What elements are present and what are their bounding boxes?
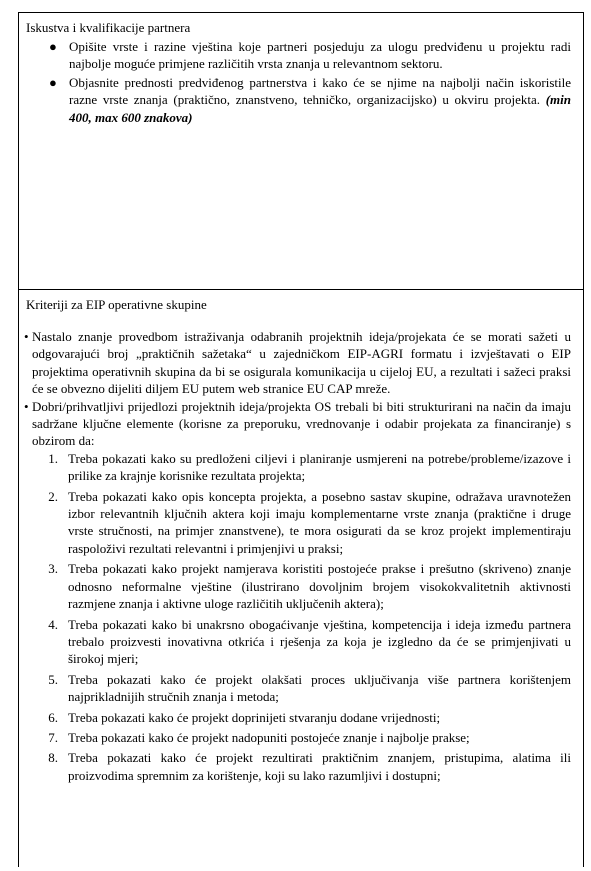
numbered-item [32,560,571,612]
list-item-text: Objasnite prednosti predviđenog partnerstva i kako će se njime na najbolji način iskoristile razne vrste znanja (praktično, znanstveno, tehničko, organizacijsko) u okviru projekta. [69,74,571,108]
item-text: Treba pokazati kako će projekt olakšati proces uključivanja više partnera korištenjem najprikladnijih stručnih znanja i metoda; [68,671,571,705]
numbered-list [32,450,571,784]
list-item-text: Nastalo znanje provedbom istraživanja odabranih projektnih ideja/projekata će se morati sažeti u odgovarajući broj „praktičnih sažetaka“ u zajedničkom EIP-AGRI formatu i izvještavati o EIP projektima operativnih skupina da bi se osigurala komunikacija u cijeloj EU, a rezultati i sažeci praksi će se obvezno dijeliti diljem EU putem web stranice EU CAP mreže. [32,329,571,397]
item-text: Treba pokazati kako bi unakrsno obogaćivanje vještina, kompetencija i ideja između partnera trebalo proizvesti inovativna otkrića i rješenja za koja je izgledno da će se primjenjivati u širokoj mjeri; [68,616,571,667]
item-number: 1. [48,450,58,466]
item-text: Treba pokazati kako su predloženi ciljevi i planiranje usmjereni na potrebe/probleme/izazove i prilike za krajnje korisnike rezultata projekta; [68,450,571,484]
numbered-item [32,450,571,485]
character-limit-note: (min 400, max 600 znakova) [69,92,571,125]
numbered-item [32,488,571,558]
list-item [24,328,571,398]
numbered-item [32,671,571,706]
item-text: Treba pokazati kako opis koncepta projekta, a posebno sastav skupine, odražava uravnotežen izbor relevantnih ključnih aktera koji imaju komplementarne vrste znanja (praktične i druge vrste stručnosti, na primjer znanstvene), te mora osigurati da se kroz projekt implementiraju raspoloživi rezultati relevantni i primjenjivi u praksi; [68,488,571,556]
item-number: 6. [48,709,58,725]
item-number: 8. [48,750,58,766]
item-text: Treba pokazati kako će projekt nadopuniti postojeće znanje i najbolje prakse; [68,729,470,745]
section-title: Iskustva i kvalifikacije partnera [26,20,191,35]
list-item [24,398,571,785]
bullet-icon: ● [49,74,57,90]
numbered-item [32,729,571,746]
partner-qualifications-section [18,12,584,290]
list-item-text: Opišite vrste i razine vještina koje partneri posjeduju za ulogu predviđenu u projektu radi najbolje moguće primjene različitih vrsta znanja u relevantnom sektoru. [69,39,571,72]
list-item [47,38,571,73]
numbered-item [32,616,571,668]
numbered-item [32,749,571,784]
criteria-list [24,328,571,784]
item-number: 4. [48,616,58,632]
eip-criteria-section [18,289,584,867]
item-text: Treba pokazati kako će projekt doprinijeti stvaranju dodane vrijednosti; [68,709,441,725]
item-number: 7. [48,729,58,745]
bullet-icon: • [24,329,29,344]
section-title: Kriteriji za EIP operativne skupine [26,297,207,312]
numbered-item [32,709,571,726]
instruction-list [47,38,571,127]
list-item [47,74,571,126]
item-number: 5. [48,671,58,687]
item-number: 2. [48,488,58,504]
item-number: 3. [48,561,58,577]
item-text: Treba pokazati kako će projekt rezultirati praktičnim znanjem, pristupima, alatima ili proizvodima spremnim za korištenje, koji su lako razumljivi i dostupni; [68,750,571,783]
list-item-text: Dobri/prihvatljivi prijedlozi projektnih ideja/projekta OS trebali bi biti strukturirani na način da imaju sadržane ključne elemente (korisne za preporuku, vrednovanje i odabir projekata za financiranje) s obzirom da: [32,398,571,449]
bullet-icon: ● [49,39,57,54]
item-text: Treba pokazati kako projekt namjerava koristiti postojeće prakse i prešutno (skriveno) znanje odnosno neformalne vještine (ilustrirano dovoljnim brojem visokokvalitetnih aktivnosti razmjene znanja i aktivne uloge različitih uključenih aktera); [68,561,571,612]
bullet-icon: • [24,398,29,414]
